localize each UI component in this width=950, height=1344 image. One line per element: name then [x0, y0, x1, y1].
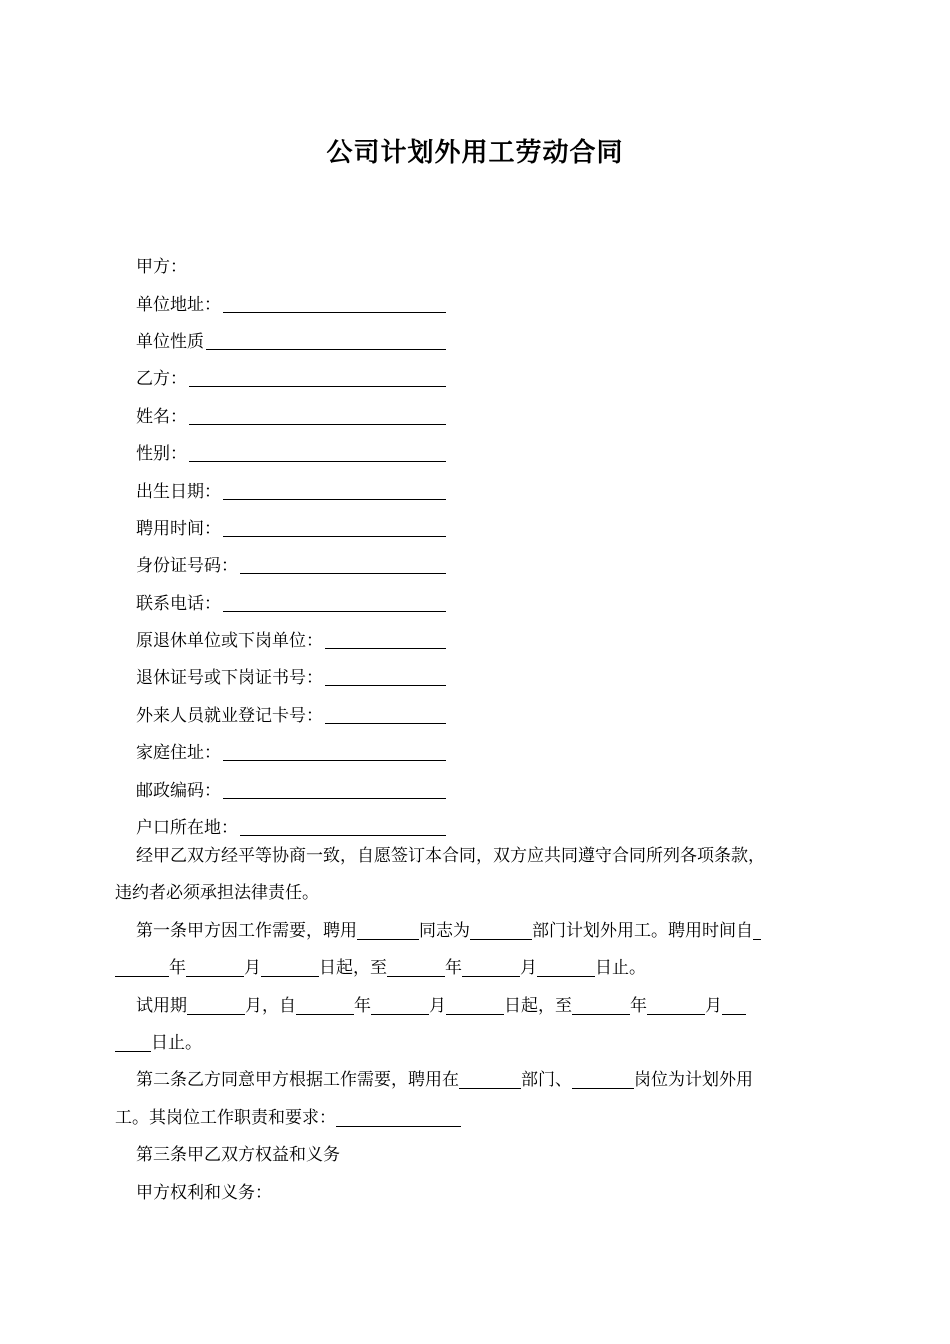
field-label: 单位性质 — [136, 331, 204, 352]
blank-line — [223, 740, 446, 761]
employment-card-row — [136, 695, 446, 732]
party-a-row — [136, 246, 446, 283]
blank-line — [387, 956, 445, 977]
blank-line — [371, 994, 429, 1015]
field-label: 聘用时间： — [136, 518, 221, 539]
field-label: 家庭住址： — [136, 743, 221, 764]
blank-line — [261, 956, 319, 977]
probation-paragraph — [115, 988, 850, 1063]
article-text: 甲方权利和义务： — [136, 1182, 272, 1203]
article-2-line-2 — [115, 1100, 850, 1137]
article-text: 日止。 — [151, 1033, 202, 1054]
blank-line — [189, 366, 446, 387]
blank-line — [223, 516, 446, 537]
field-label: 联系电话： — [136, 593, 221, 614]
article-1-paragraph — [115, 913, 850, 988]
article-text: 月 — [429, 995, 446, 1016]
blank-line — [470, 919, 532, 940]
article-2-paragraph — [115, 1062, 850, 1137]
article-text: 月 — [520, 958, 537, 979]
article-1-line-2 — [115, 950, 850, 987]
blank-line — [446, 994, 504, 1015]
field-label: 邮政编码： — [136, 780, 221, 801]
blank-line — [189, 441, 446, 462]
party-b-row — [136, 358, 446, 395]
blank-line — [537, 956, 595, 977]
field-label: 乙方： — [136, 369, 187, 390]
article-text: 工。其岗位工作职责和要求： — [115, 1107, 336, 1128]
blank-line — [753, 919, 761, 940]
employment-time-row — [136, 508, 446, 545]
blank-line — [223, 591, 446, 612]
blank-line — [572, 1068, 634, 1089]
home-address-row — [136, 732, 446, 769]
document-title: 公司计划外用工劳动合同 — [326, 138, 624, 168]
article-text: 日止。 — [595, 958, 646, 979]
article-text: 第一条甲方因工作需要，聘用 — [136, 920, 357, 941]
article-text: 第二条乙方同意甲方根据工作需要，聘用在 — [136, 1070, 459, 1091]
field-label: 出生日期： — [136, 481, 221, 502]
blank-line — [186, 956, 244, 977]
field-label: 性别： — [136, 444, 187, 465]
blank-line — [206, 329, 446, 350]
article-text: 日起，至 — [319, 958, 387, 979]
field-label: 户口所在地： — [136, 818, 238, 839]
blank-line — [357, 919, 419, 940]
blank-line — [296, 994, 354, 1015]
blank-line — [115, 956, 169, 977]
unit-nature-row — [136, 321, 446, 358]
article-text: 年 — [169, 958, 186, 979]
article-text: 部门、 — [521, 1070, 572, 1091]
blank-line — [325, 665, 446, 686]
intro-line-2: 违约者必须承担法律责任。 — [115, 883, 319, 904]
field-label: 外来人员就业登记卡号： — [136, 705, 323, 726]
article-text: 月，自 — [245, 995, 296, 1016]
field-label: 甲方： — [136, 257, 187, 278]
probation-line-1 — [115, 988, 850, 1025]
article-text: 日起，至 — [504, 995, 572, 1016]
blank-line — [459, 1068, 521, 1089]
birth-date-row — [136, 470, 446, 507]
article-text: 部门计划外用工。聘用时间自 — [532, 920, 753, 941]
article-text: 月 — [244, 958, 261, 979]
party-a-rights-heading — [115, 1175, 850, 1212]
blank-line — [240, 553, 446, 574]
blank-line — [572, 994, 630, 1015]
article-text: 同志为 — [419, 920, 470, 941]
contract-body — [115, 838, 850, 1212]
article-text: 年 — [445, 958, 462, 979]
blank-line — [462, 956, 520, 977]
former-unit-row — [136, 620, 446, 657]
blank-line — [647, 994, 705, 1015]
blank-line — [325, 628, 446, 649]
blank-line — [187, 994, 245, 1015]
field-label: 姓名： — [136, 406, 187, 427]
article-text: 岗位为计划外用 — [634, 1070, 753, 1091]
blank-line — [223, 292, 446, 313]
article-text: 年 — [354, 995, 371, 1016]
id-number-row — [136, 545, 446, 582]
blank-line — [240, 815, 446, 836]
field-label: 身份证号码： — [136, 556, 238, 577]
probation-line-2 — [115, 1025, 850, 1062]
blank-line — [115, 1031, 151, 1052]
article-2-line-1 — [115, 1062, 850, 1099]
blank-line — [336, 1106, 461, 1127]
article-text: 试用期 — [136, 995, 187, 1016]
blank-line — [223, 479, 446, 500]
blank-line — [722, 994, 746, 1015]
field-label: 单位地址： — [136, 294, 221, 315]
blank-line — [189, 404, 446, 425]
postal-code-row — [136, 769, 446, 806]
blank-line — [223, 778, 446, 799]
blank-line — [325, 703, 446, 724]
certificate-number-row — [136, 657, 446, 694]
article-text: 第三条甲乙双方权益和义务 — [136, 1145, 340, 1166]
party-info-fields — [136, 246, 446, 844]
intro-line-1: 经甲乙双方经平等协商一致，自愿签订本合同，双方应共同遵守合同所列各项条款， — [136, 846, 765, 866]
article-text: 年 — [630, 995, 647, 1016]
unit-address-row — [136, 283, 446, 320]
article-3-title — [115, 1137, 850, 1174]
phone-row — [136, 583, 446, 620]
field-label: 原退休单位或下岗单位： — [136, 631, 323, 652]
article-text: 月 — [705, 995, 722, 1016]
field-label: 退休证号或下岗证书号： — [136, 668, 323, 689]
article-1-line-1 — [115, 913, 850, 950]
intro-paragraph — [115, 838, 850, 913]
name-row — [136, 396, 446, 433]
gender-row — [136, 433, 446, 470]
